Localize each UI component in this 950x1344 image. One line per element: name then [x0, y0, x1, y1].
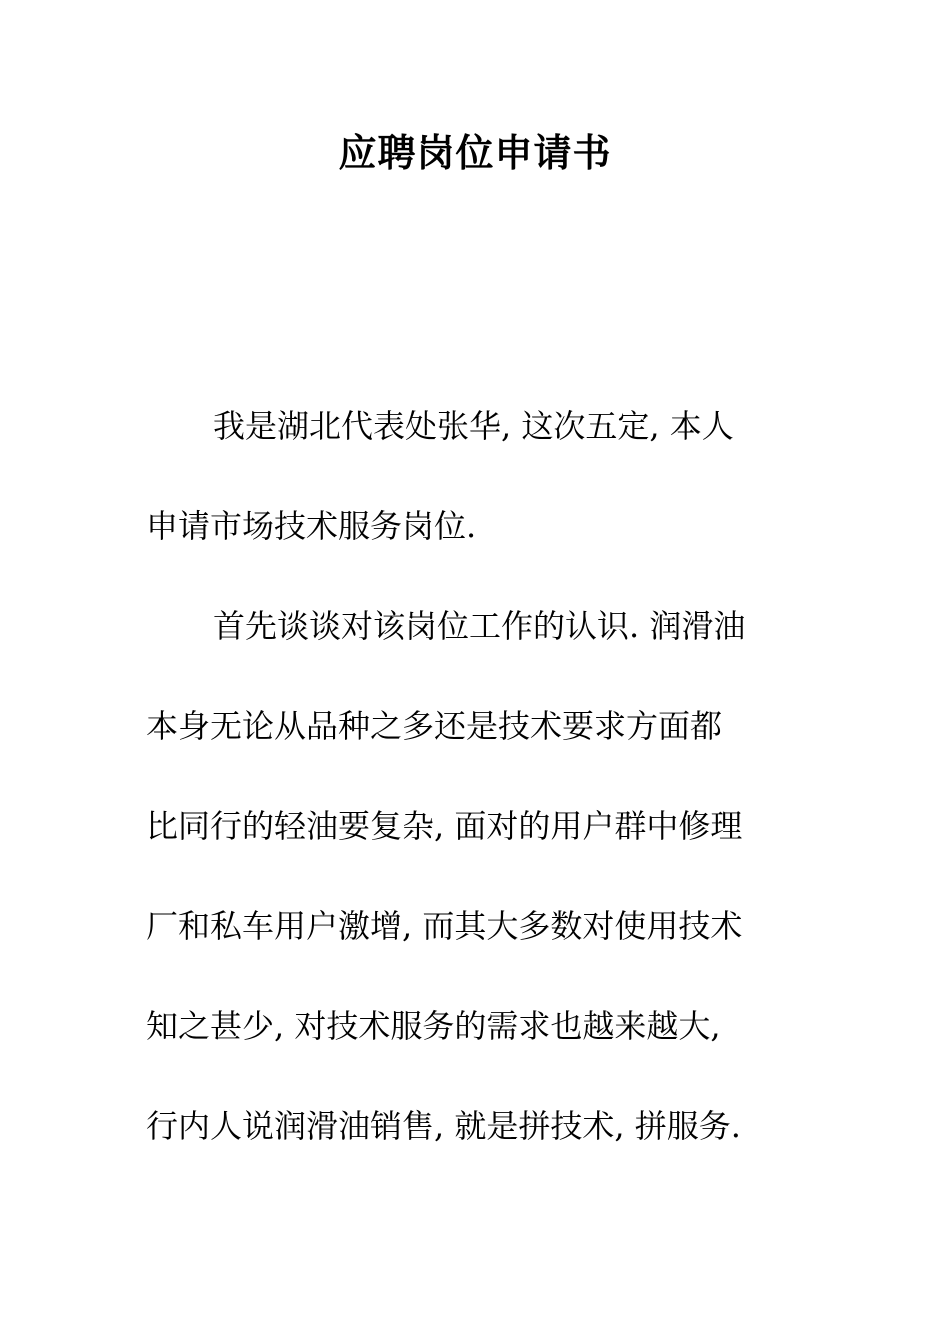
paragraph-line: 行内人说润滑油销售, 就是拼技术, 拼服务. [146, 1107, 741, 1145]
paragraph-line: 知之甚少, 对技术服务的需求也越来越大, [146, 1007, 721, 1045]
paragraph-line: 本身无论从品种之多还是技术要求方面都 [146, 707, 723, 745]
paragraph-line: 我是湖北代表处张华, 这次五定, 本人 [213, 407, 734, 445]
paragraph-line: 比同行的轻油要复杂, 面对的用户群中修理 [146, 807, 743, 845]
paragraph-line: 首先谈谈对该岗位工作的认识. 润滑油 [213, 607, 746, 645]
paragraph-line: 厂和私车用户激增, 而其大多数对使用技术 [146, 907, 743, 945]
document-title: 应聘岗位申请书 [338, 130, 612, 175]
paragraph-line: 申请市场技术服务岗位. [146, 507, 477, 545]
